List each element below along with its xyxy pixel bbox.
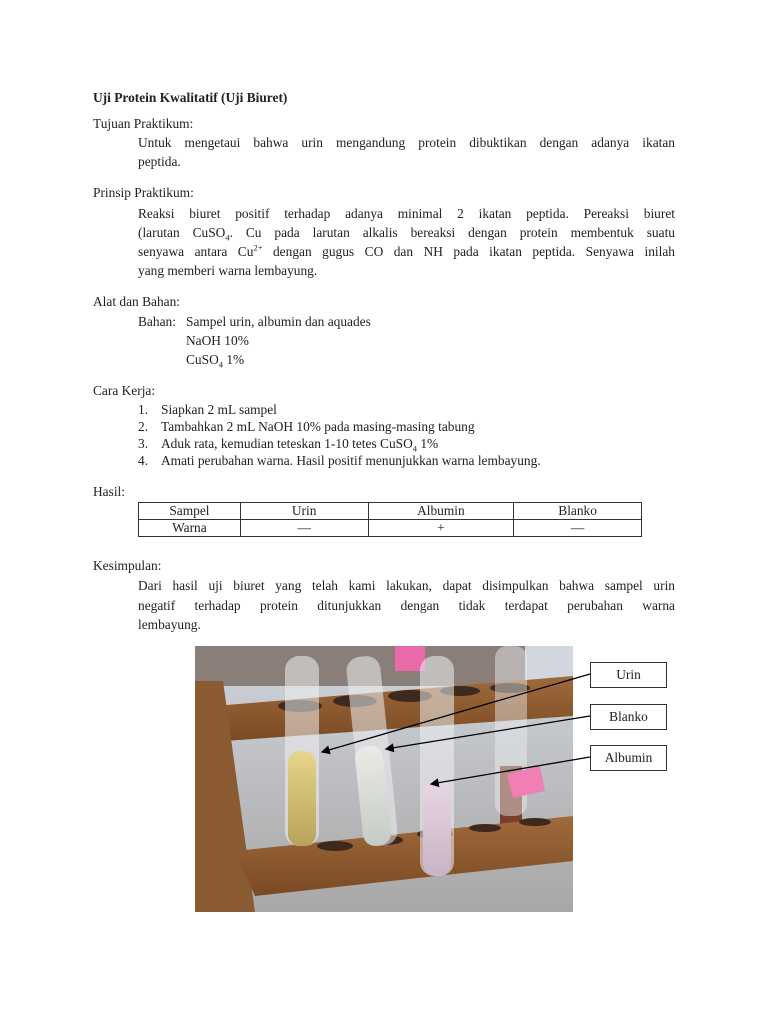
prinsip-line-3: senyawa antara $Cu^{2+}$ dengan gugus CO dan NH pada ikatan peptida. Senyawa inilah	[138, 242, 675, 259]
table-header-cell: Urin	[240, 503, 368, 520]
table-cell: +	[368, 520, 514, 537]
bahan-label: Bahan:	[138, 314, 176, 329]
table-cell: —	[240, 520, 368, 537]
hasil-heading: Hasil:	[93, 484, 125, 499]
tujuan-line-1: Untuk mengetaui bahwa urin mengandung protein dibuktikan dengan adanya ikatan	[138, 135, 675, 150]
cara-heading: Cara Kerja:	[93, 383, 156, 398]
table-header-cell: Albumin	[368, 503, 514, 520]
prinsip-line-2: (larutan CuSO$_4$. Cu pada larutan alkalis bereaksi dengan protein membentuk suatu	[138, 225, 675, 243]
label-blanko: Blanko	[590, 704, 667, 730]
step-3: 3. Aduk rata, kemudian teteskan 1-10 tetes CuSO$_4$ 1%	[138, 436, 439, 454]
prinsip-line-1: Reaksi biuret positif terhadap adanya minimal 2 ikatan peptida. Pereaksi biuret	[138, 206, 675, 221]
tujuan-heading: Tujuan Praktikum:	[93, 116, 194, 131]
step-4: 4. Amati perubahan warna. Hasil positif menunjukkan warna lembayung.	[138, 453, 541, 468]
bahan-item-1: Sampel urin, albumin dan aquades	[186, 314, 371, 329]
table-cell: Warna	[139, 520, 241, 537]
prinsip-heading: Prinsip Praktikum:	[93, 185, 194, 200]
alat-heading: Alat dan Bahan:	[93, 294, 181, 309]
arrow-blanko	[386, 716, 590, 749]
kesimpulan-heading: Kesimpulan:	[93, 558, 162, 573]
kesimpulan-line-2: negatif terhadap protein ditunjukkan dengan tidak terdapat perubahan warna	[138, 598, 675, 613]
arrow-albumin	[431, 757, 590, 784]
label-urin: Urin	[590, 662, 667, 688]
bahan-item-2: NaOH 10%	[186, 333, 249, 348]
bahan-item-3: CuSO$_4$ 1%	[186, 352, 245, 370]
step-2: 2. Tambahkan 2 mL NaOH 10% pada masing-masing tabung	[138, 419, 475, 434]
table-header-cell: Sampel	[139, 503, 241, 520]
table-header-cell: Blanko	[514, 503, 642, 520]
tujuan-line-2: peptida.	[138, 154, 181, 169]
prinsip-line-4: yang memberi warna lembayung.	[138, 263, 318, 278]
arrow-urin	[322, 674, 590, 752]
label-albumin: Albumin	[590, 745, 667, 771]
kesimpulan-line-1: Dari hasil uji biuret yang telah kami lakukan, dapat disimpulkan bahwa sampel urin	[138, 578, 675, 593]
step-1: 1. Siapkan 2 mL sampel	[138, 402, 277, 417]
table-cell: —	[514, 520, 642, 537]
kesimpulan-line-3: lembayung.	[138, 617, 201, 632]
document-title: Uji Protein Kwalitatif (Uji Biuret)	[93, 90, 288, 105]
